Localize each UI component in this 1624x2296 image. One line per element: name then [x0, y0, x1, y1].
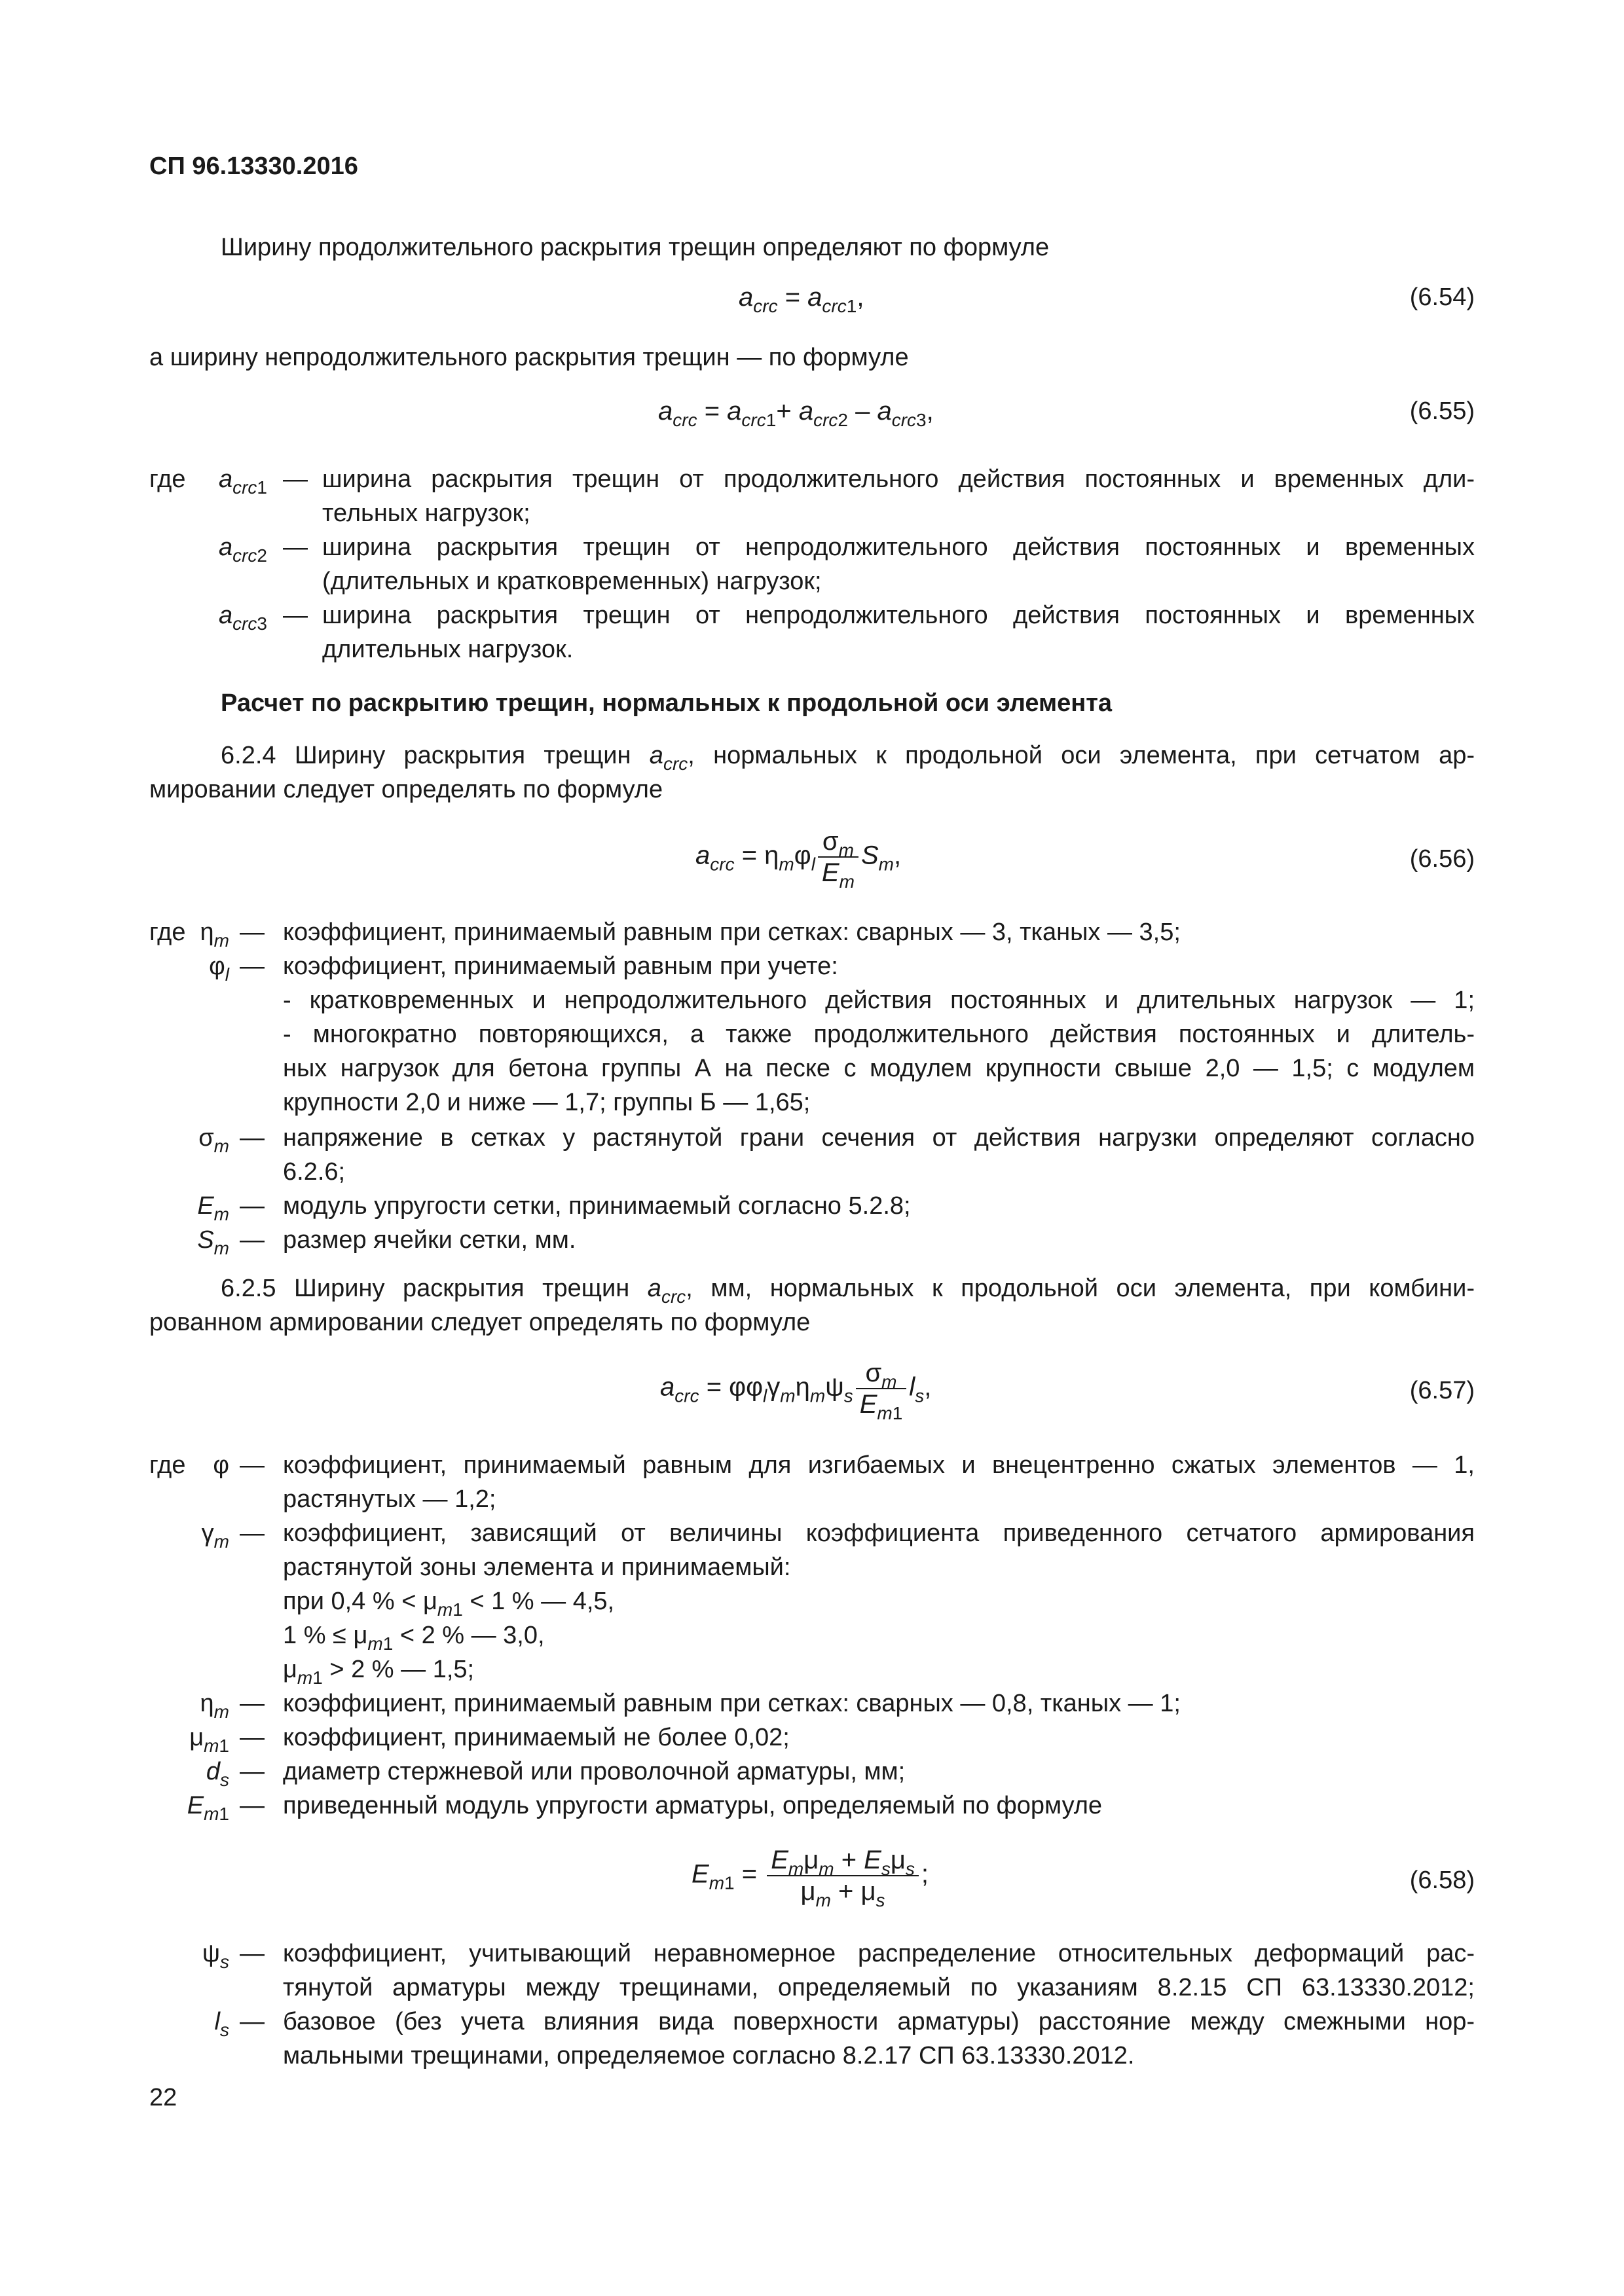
symbol-gamma-m: $\gamma_m$ — [201, 1520, 229, 1552]
dash: — — [283, 465, 308, 493]
equation-number: (6.55) — [1409, 397, 1475, 425]
symbol-phi-l: $\varphi_l$ — [209, 953, 229, 985]
symbol-eta-m: $\eta_m$ — [200, 1690, 229, 1722]
paragraph-6-2-5: 6.2.5 Ширину раскрытия трещин $a_{crc}$, мм, нормальных к продольной оси элемента, при комбини- — [221, 1275, 1475, 1307]
paragraph: Ширину продолжительного раскрытия трещин определяют по формуле — [221, 234, 1050, 261]
dash: — — [240, 1451, 265, 1479]
definition-text: напряжение в сетках у растянутой грани сечения от действия нагрузки определяют согласно — [283, 1124, 1475, 1152]
symbol-phi: φ — [213, 1451, 229, 1479]
formula-6-58: $E_{m1}$ = $\frac{E_m\mu_m + E_s\mu_s}{\mu_m + \mu_s}$ ; — [692, 1846, 929, 1910]
symbol-mu-m1: $\mu_{m1}$ — [189, 1724, 229, 1756]
definition-text: - многократно повторяющихся, а также продолжительного действия постоянных и длитель- — [283, 1021, 1475, 1048]
definition-text: 6.2.6; — [283, 1158, 346, 1186]
definition-text: коэффициент, принимаемый равным для изгибаемых и внецентренно сжатых элементов — 1, — [283, 1451, 1475, 1479]
dash: — — [240, 1690, 265, 1717]
symbol-psi-s: $\psi_s$ — [202, 1940, 229, 1972]
dash: — — [240, 1520, 265, 1547]
definition-text: базовое (без учета влияния вида поверхности арматуры) расстояние между смежными нор- — [283, 2008, 1475, 2035]
definition-text: коэффициент, учитывающий неравномерное распределение относительных деформаций рас- — [283, 1940, 1475, 1967]
definition-text: диаметр стержневой или проволочной арматуры, мм; — [283, 1758, 906, 1785]
symbol-acrc2: $a_{crc2}$ — [218, 534, 267, 566]
paragraph-6-2-4: 6.2.4 Ширину раскрытия трещин $a_{crc}$, нормальных к продольной оси элемента, при сетчатом ар- — [221, 742, 1475, 774]
definition-text: при 0,4 % < $\mu_{m1} < 1$ % — 4,5, — [283, 1588, 615, 1620]
formula-6-55: $a_{crc} = a_{crc1}+ a_{crc2} - a_{crc3}$, — [658, 397, 934, 430]
where-label: где — [149, 1451, 186, 1479]
page-number: 22 — [149, 2084, 177, 2111]
dash: — — [240, 1792, 265, 1819]
paragraph: мировании следует определять по формуле — [149, 776, 663, 803]
dash: — — [240, 953, 265, 980]
dash: — — [240, 919, 265, 946]
section-heading: Расчет по раскрытию трещин, нормальных к продольной оси элемента — [221, 689, 1112, 717]
definition-text: - кратковременных и непродолжительного действия постоянных и длительных нагрузок — 1; — [283, 987, 1475, 1014]
definition-text: длительных нагрузок. — [322, 636, 574, 663]
dash: — — [240, 1724, 265, 1751]
dash: — — [240, 2008, 265, 2035]
dash: — — [283, 602, 308, 629]
definition-text: коэффициент, зависящий от величины коэффициента приведенного сетчатого армирования — [283, 1520, 1475, 1547]
dash: — — [240, 1192, 265, 1220]
symbol-em: $E_m$ — [197, 1192, 229, 1224]
definition-text: приведенный модуль упругости арматуры, определяемый по формуле — [283, 1792, 1103, 1819]
dash: — — [283, 534, 308, 561]
definition-text: 1 % ≤ $\mu_{m1} < 2$ % — 3,0, — [283, 1622, 545, 1654]
symbol-eta-m: $\eta_m$ — [200, 919, 229, 951]
definition-text: размер ячейки сетки, мм. — [283, 1226, 576, 1254]
symbol-sm: $S_m$ — [197, 1226, 229, 1258]
symbol-em1: $E_{m1}$ — [187, 1792, 229, 1824]
definition-text: растянутых — 1,2; — [283, 1485, 496, 1513]
equation-number: (6.58) — [1409, 1867, 1475, 1894]
definition-text: коэффициент, принимаемый равным при сетках: сварных — 3, тканых — 3,5; — [283, 919, 1181, 946]
definition-text: тельных нагрузок; — [322, 500, 530, 527]
equation-number: (6.54) — [1409, 283, 1475, 311]
definition-text: $\mu_{m1} > 2$ % — 1,5; — [283, 1656, 475, 1688]
where-label: где — [149, 465, 186, 493]
definition-text: ширина раскрытия трещин от непродолжительного действия постоянных и временных — [322, 534, 1475, 561]
formula-6-56: $a_{crc} = \eta_m\varphi_l$ $\frac{\sigma_m}{E_m}$ $S_m$, — [695, 827, 902, 892]
definition-text: коэффициент, принимаемый не более 0,02; — [283, 1724, 790, 1751]
definition-text: коэффициент, принимаемый равным при учете: — [283, 953, 838, 980]
page-header: СП 96.13330.2016 — [149, 153, 358, 180]
definition-text: ширина раскрытия трещин от продолжительного действия постоянных и временных дли- — [322, 465, 1475, 493]
where-label: где — [149, 919, 186, 946]
dash: — — [240, 1226, 265, 1254]
equation-number: (6.57) — [1409, 1377, 1475, 1404]
dash: — — [240, 1758, 265, 1785]
symbol-ls: $l_s$ — [214, 2008, 229, 2040]
symbol-acrc1: $a_{crc1}$ — [218, 465, 267, 498]
symbol-sigma-m: $\sigma_m$ — [198, 1124, 229, 1156]
paragraph: рованном армировании следует определять по формуле — [149, 1309, 811, 1336]
dash: — — [240, 1940, 265, 1967]
formula-6-54: $a_{crc} = a_{crc1}$, — [739, 283, 864, 316]
formula-6-57: $a_{crc} = \varphi\varphi_l\gamma_m\eta_m\psi_s$ $\frac{\sigma_m}{E_{m1}}$ $l_s$, — [660, 1358, 932, 1423]
symbol-ds: $d_s$ — [206, 1758, 229, 1790]
definition-text: ширина раскрытия трещин от непродолжительного действия постоянных и временных — [322, 602, 1475, 629]
definition-text: (длительных и кратковременных) нагрузок; — [322, 568, 822, 595]
definition-text: крупности 2,0 и ниже — 1,7; группы Б — 1,65; — [283, 1089, 811, 1116]
equation-number: (6.56) — [1409, 845, 1475, 873]
paragraph: а ширину непродолжительного раскрытия трещин — по формуле — [149, 344, 909, 371]
definition-text: модуль упругости сетки, принимаемый согласно 5.2.8; — [283, 1192, 911, 1220]
definition-text: коэффициент, принимаемый равным при сетках: сварных — 0,8, тканых — 1; — [283, 1690, 1181, 1717]
definition-text: мальными трещинами, определяемое согласно 8.2.17 СП 63.13330.2012. — [283, 2042, 1135, 2069]
symbol-acrc3: $a_{crc3}$ — [218, 602, 267, 634]
definition-text: тянутой арматуры между трещинами, определяемый по указаниям 8.2.15 СП 63.13330.2012; — [283, 1974, 1475, 2001]
definition-text: ных нагрузок для бетона группы А на песке с модулем крупности свыше 2,0 — 1,5; с модулем — [283, 1055, 1475, 1082]
dash: — — [240, 1124, 265, 1152]
definition-text: растянутой зоны элемента и принимаемый: — [283, 1554, 791, 1581]
